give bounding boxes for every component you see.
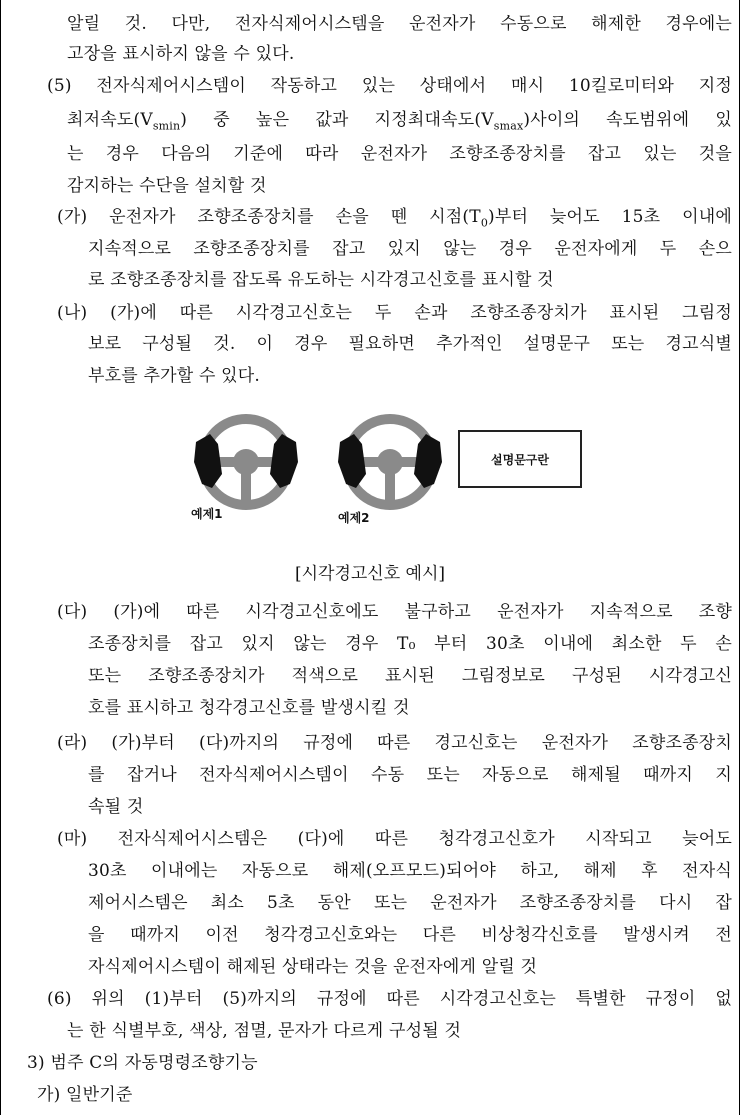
text-line: 부호를 추가할 수 있다. bbox=[88, 366, 261, 386]
text-line: 제어시스템은 최소 5초 동안 또는 운전자가 조향조종장치를 다시 잡 bbox=[88, 893, 732, 913]
example-1-label: 예제1 bbox=[191, 507, 223, 521]
text-line: 을 때까지 이전 청각경고신호와는 다른 비상청각신호를 발생시켜 전 bbox=[88, 925, 732, 945]
text-line: 자식제어시스템이 해제된 상태라는 것을 운전자에게 알릴 것 bbox=[88, 957, 538, 977]
text-line: 알릴 것. 다만, 전자식제어시스템을 운전자가 수동으로 해제한 경우에는 bbox=[67, 14, 732, 34]
visual-warning-figure bbox=[0, 412, 740, 542]
example-2-label: 예제2 bbox=[338, 511, 370, 525]
text-line: (가) 운전자가 조향조종장치를 손을 뗀 시점$(T_0)$부터 늦어도 15초 이내에 bbox=[57, 207, 732, 230]
text-line: 는 경우 다음의 기준에 따라 운전자가 조향조종장치를 잡고 있는 것을 bbox=[67, 144, 732, 164]
text-line: (나) (가)에 따른 시각경고신호는 두 손과 조향조종장치가 표시된 그림정 bbox=[57, 303, 732, 323]
steering-wheel-example-1 bbox=[194, 419, 298, 505]
text-line: 최저속도$(V_{smin})$ 중 높은 값과 지정최대속도$(V_{smax})$사이의 속도범위에 있 bbox=[67, 110, 733, 133]
text-line: 보로 구성될 것. 이 경우 필요하면 추가적인 설명문구 또는 경고식별 bbox=[88, 334, 732, 354]
text-line: (라) (가)부터 (다)까지의 규정에 따른 경고신호는 운전자가 조향조종장치 bbox=[57, 733, 732, 753]
figure-caption: [시각경고신호 예시] bbox=[294, 564, 446, 584]
text-line: 고장을 표시하지 않을 수 있다. bbox=[67, 44, 295, 64]
text-line: 또는 조향조종장치가 적색으로 표시된 그림정보로 구성된 시각경고신 bbox=[88, 666, 732, 686]
subsection-heading: 가) 일반기준 bbox=[37, 1085, 133, 1105]
text-line: 30초 이내에는 자동으로 해제(오프모드)되어야 하고, 해제 후 전자식 bbox=[88, 861, 732, 881]
text-line: (5) 전자식제어시스템이 작동하고 있는 상태에서 매시 10킬로미터와 지정 bbox=[47, 76, 732, 96]
steering-wheel-example-2 bbox=[338, 419, 442, 505]
section-heading: 3) 범주 C의 자동명령조향기능 bbox=[27, 1053, 258, 1073]
text-line: 를 잡거나 전자식제어시스템이 수동 또는 자동으로 해제될 때까지 지 bbox=[88, 765, 732, 785]
steering-wheel-with-hands-icon bbox=[0, 412, 740, 542]
text-line: 는 한 식별부호, 색상, 점멸, 문자가 다르게 구성될 것 bbox=[67, 1021, 462, 1041]
text-line: (6) 위의 (1)부터 (5)까지의 규정에 따른 시각경고신호는 특별한 규정이 없 bbox=[47, 989, 732, 1009]
text-line: (마) 전자식제어시스템은 (다)에 따른 청각경고신호가 시작되고 늦어도 bbox=[57, 829, 732, 849]
text-line: 조종장치를 잡고 있지 않는 경우 T₀ 부터 30초 이내에 최소한 두 손 bbox=[88, 634, 732, 654]
text-line: 호를 표시하고 청각경고신호를 발생시킬 것 bbox=[88, 698, 410, 718]
text-line: 감지하는 수단을 설치할 것 bbox=[67, 176, 267, 196]
text-line: 속될 것 bbox=[88, 797, 144, 817]
text-line: 지속적으로 조향조종장치를 잡고 있지 않는 경우 운전자에게 두 손으 bbox=[88, 239, 732, 259]
text-line: (다) (가)에 따른 시각경고신호에도 불구하고 운전자가 지속적으로 조향 bbox=[57, 602, 732, 622]
text-line: 로 조향조종장치를 잡도록 유도하는 시각경고신호를 표시할 것 bbox=[88, 270, 554, 290]
description-text-box: 설명문구란 bbox=[458, 430, 582, 488]
